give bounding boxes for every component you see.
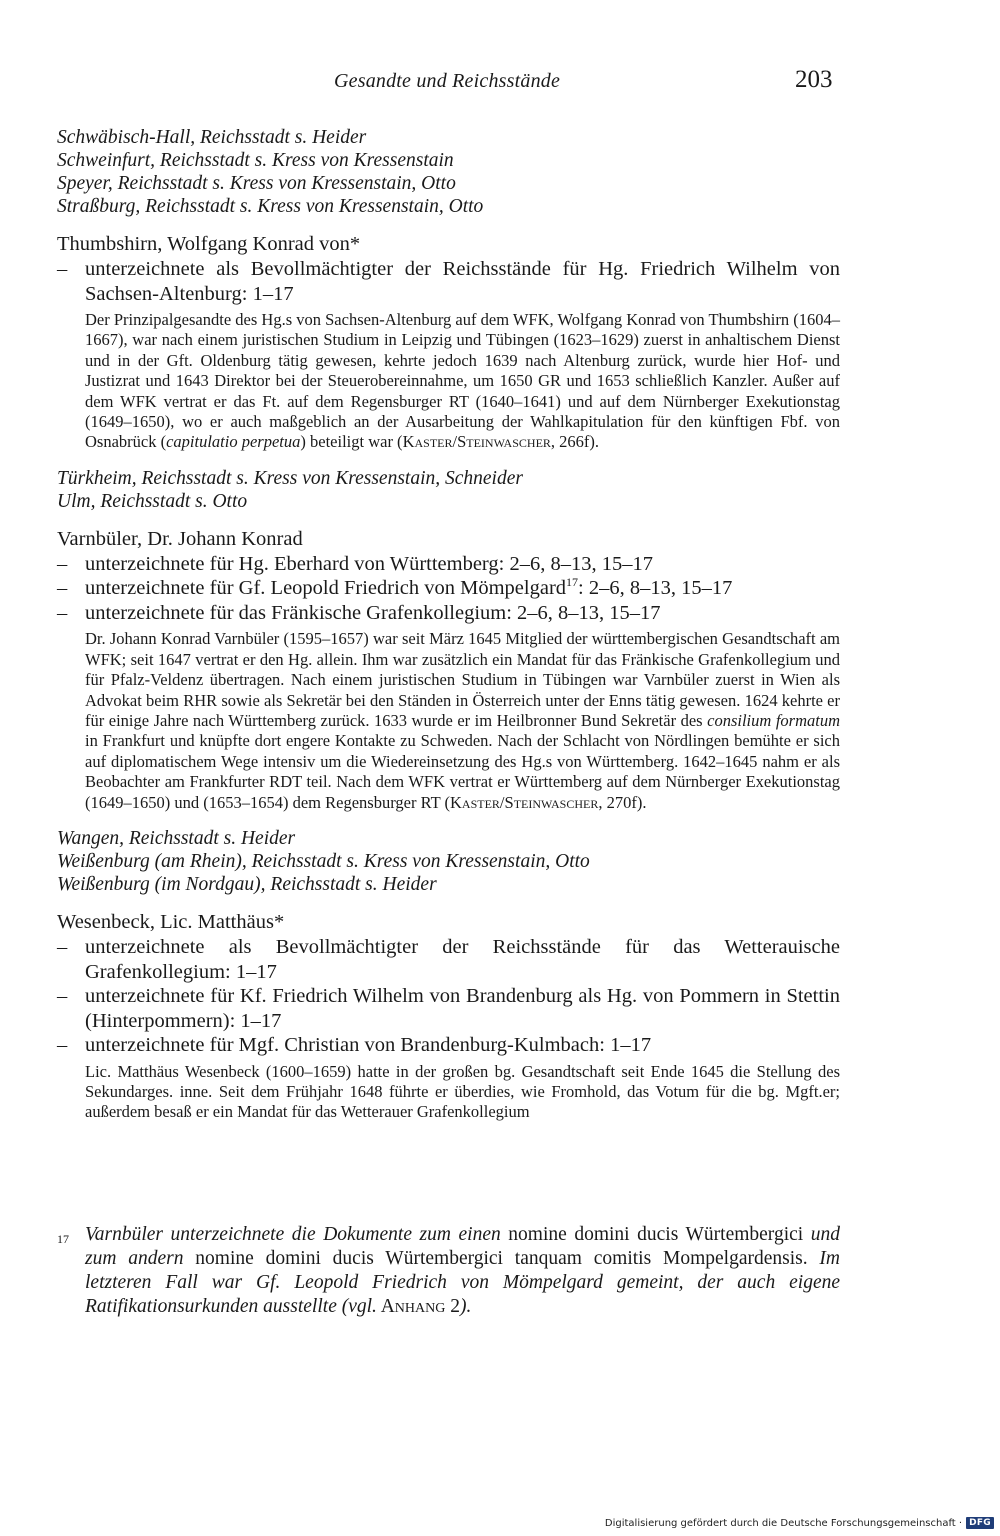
footnote: [57, 1223, 840, 1319]
cross-ref-line: Ulm, Reichsstadt s. Otto: [57, 490, 248, 512]
cross-ref-line: Straßburg, Reichsstadt s. Kress von Kressenstain, Otto: [57, 196, 484, 217]
entry-note: Der Prinzipalgesandte des Hg.s von Sachsen-Altenburg auf dem WFK, Wolfgang Konrad von Thumbshirn (1604–1667), war nach einem juristischen Studium in Leipzig und Tübingen (1623–1629) zuerst in anhaltischem Dienst und in der Gft. Oldenburg tätig gewesen, kehrte jedoch 1639 nach Altenburg zurück, wurde hier Hof- und Justizrat und 1643 Direktor bei der Steuerobereinnahme, um 1650 GR und 1653 schließlich Kanzler. Außer auf dem WFK vertrat er das Ft. auf dem Regensburger RT (1640–1641) und auf dem Nürnberger Exekutionstag (1649–1650), wo er auch maßgeblich an der Ausarbeitung der Wahlkapitulation für den künftigen Fbf. von Osnabrück (capitulatio perpetua) beteiligt war (Kaster/Steinwascher, 266f).: [85, 310, 840, 452]
entry-item-text: unterzeichnete für das Fränkische Grafenkollegium: 2–6, 8–13, 15–17: [85, 601, 661, 624]
funding-text: Digitalisierung gefördert durch die Deutsche Forschungsgemeinschaft ·: [604, 1517, 963, 1529]
entry-thumbshirn: [57, 232, 840, 453]
entry-item-text: unterzeichnete für Mgf. Christian von Brandenburg-Kulmbach: 1–17: [85, 1034, 652, 1056]
page-number: 203: [795, 66, 833, 93]
footnote-text: Varnbüler unterzeichnete die Dokumente zum einen nomine domini ducis Würtembergici und zum andern nomine domini ducis Würtembergici tanquam comitis Mompelgardensis. Im letzteren Fall war Gf. Leopold Friedrich von Mömpelgard gemeint, der auch eigene Ratifikationsurkunden ausstellte (vgl. Anhang 2).: [85, 1224, 840, 1317]
entry-item: – unterzeichnete für das Fränkische Grafenkollegium: 2–6, 8–13, 15–17: [57, 601, 661, 624]
running-head: Gesandte und Reichsstände: [334, 70, 561, 92]
footnote-ref: 17: [566, 575, 579, 590]
main-content: [57, 126, 840, 1137]
cross-ref-line: Weißenburg (im Nordgau), Reichsstadt s. Heider: [57, 874, 437, 895]
entry-item: – unterzeichnete für Mgf. Christian von Brandenburg-Kulmbach: 1–17: [57, 1034, 652, 1056]
cross-ref-line: Wangen, Reichsstadt s. Heider: [57, 828, 296, 849]
entry-name: Wesenbeck, Lic. Matthäus*: [57, 911, 285, 933]
entry-name: Varnbüler, Dr. Johann Konrad: [57, 527, 303, 550]
entry-note: Lic. Matthäus Wesenbeck (1600–1659) hatte in der großen bg. Gesandtschaft seit Ende 1645 die Stellung des Sekundarges. inne. Seit dem Frühjahr 1648 führte er überdies, wie Fromhold, das Votum für die bg. Mgft.er; außerdem besaß er ein Mandat für das Wetterauer Grafenkollegium: [85, 1061, 840, 1122]
entry-wesenbeck: [57, 910, 840, 1123]
entry-item-text: unterzeichnete für Kf. Friedrich Wilhelm von Brandenburg als Hg. von Pommern in Stettin (Hinterpommern): 1–17: [85, 985, 840, 1032]
entry-item-text: unterzeichnete als Bevollmächtigter der Reichsstände für das Wetterauische Grafenkollegium: 1–17: [85, 936, 840, 983]
entry-item: – unterzeichnete für Kf. Friedrich Wilhelm von Brandenburg als Hg. von Pommern in Stettin (Hinterpommern): 1–17: [57, 985, 840, 1032]
footnote-number: 17: [57, 1232, 69, 1246]
funding-banner: [605, 1514, 994, 1532]
cross-refs-group-3: [57, 827, 840, 896]
entry-item: – unterzeichnete für Gf. Leopold Friedrich von Mömpelgard$^{17}$: 2–6, 8–13, 15–17: [57, 575, 733, 600]
entry-item: – unterzeichnete als Bevollmächtigter der Reichsstände für das Wetterauische Grafenkollegium: 1–17: [57, 936, 840, 983]
cross-refs-group-1: [57, 126, 840, 218]
cross-refs-group-2: [57, 467, 840, 513]
cross-ref-line: Speyer, Reichsstadt s. Kress von Kressenstain, Otto: [57, 173, 456, 194]
cross-ref-line: Weißenburg (am Rhein), Reichsstadt s. Kress von Kressenstain, Otto: [57, 851, 590, 872]
cross-ref-line: Schweinfurt, Reichsstadt s. Kress von Kressenstain: [57, 150, 454, 171]
entry-item-text: unterzeichnete für Hg. Eberhard von Württemberg: 2–6, 8–13, 15–17: [85, 552, 653, 575]
entry-item-text: unterzeichnete als Bevollmächtigter der Reichsstände für Hg. Friedrich Wilhelm von Sachsen-Altenburg: 1–17: [85, 258, 840, 305]
entry-varnbueler: [57, 527, 840, 813]
entry-item: – unterzeichnete als Bevollmächtigter der Reichsstände für Hg. Friedrich Wilhelm von Sachsen-Altenburg: 1–17: [57, 258, 840, 305]
dfg-logo: DFG: [966, 1517, 994, 1529]
entry-note: Dr. Johann Konrad Varnbüler (1595–1657) war seit März 1645 Mitglied der württembergischen Gesandtschaft am WFK; seit 1647 vertrat er den Hg. allein. Ihm war zusätzlich ein Mandat für das Fränkische Grafenkollegium und für Pfalz-Veldenz übertragen. Nach einem juristischen Studium in Tübingen war Varnbüler zuerst in Wien als Advokat beim RHR sowie als Sekretär bei den Ständen in Österreich unter der Enns tätig gewesen. 1624 kehrte er für einige Jahre nach Württemberg zurück. 1633 wurde er im Heilbronner Bund Sekretär des consilium formatum in Frankfurt und knüpfte dort engere Kontakte zu Schweden. Nach der Schlacht von Nördlingen bemühte er sich auf diplomatischem Wege intensiv um die Wiedereinsetzung des Hg.s von Württemberg. 1642–1645 nahm er als Beobachter am Frankfurter RDT teil. Nach dem WFK vertrat er Württemberg auf dem Nürnberger Exekutionstag (1649–1650) und (1653–1654) dem Regensburger RT (Kaster/Steinwascher, 270f).: [85, 629, 840, 812]
entry-name: Thumbshirn, Wolfgang Konrad von*: [57, 233, 361, 255]
cross-ref-line: Türkheim, Reichsstadt s. Kress von Kressenstain, Schneider: [57, 467, 523, 489]
cross-ref-line: Schwäbisch-Hall, Reichsstadt s. Heider: [57, 127, 367, 148]
entry-item: – unterzeichnete für Hg. Eberhard von Württemberg: 2–6, 8–13, 15–17: [57, 552, 653, 575]
